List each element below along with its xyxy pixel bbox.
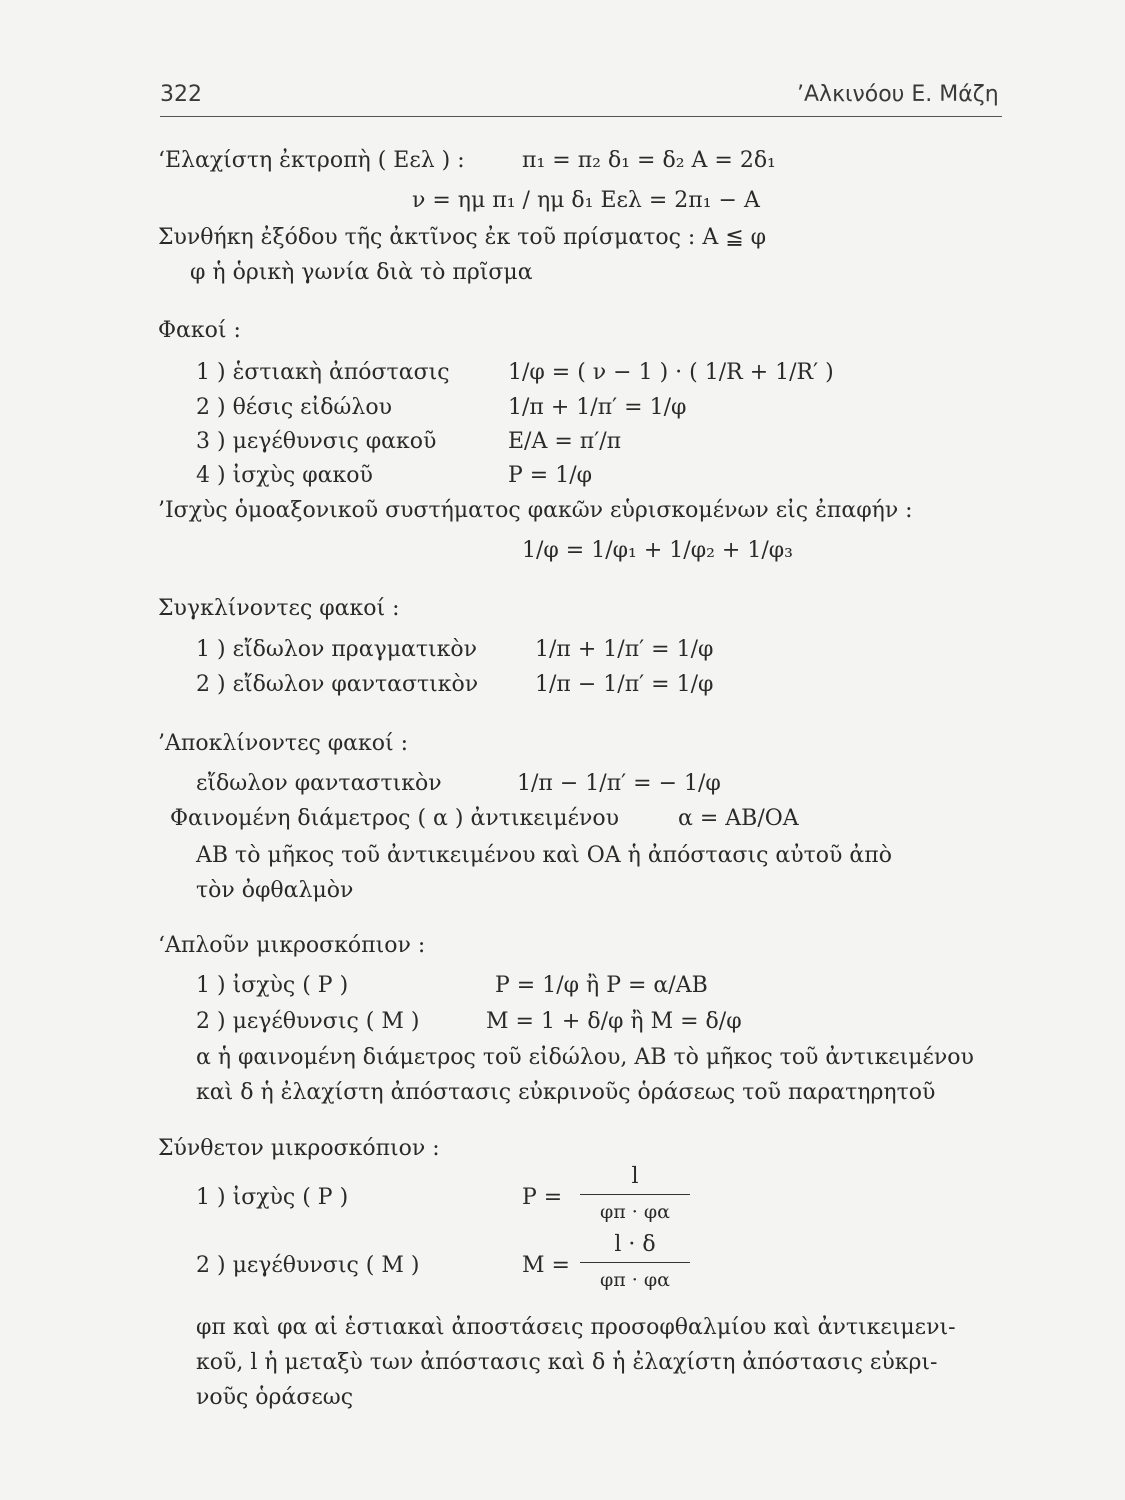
diverging-image-label: εἴδωλον φανταστικὸν: [196, 771, 442, 796]
diverging-image-formula: 1/π − 1/π′ = − 1/φ: [517, 771, 721, 796]
converging-item-label: 1 ) εἴδωλον πραγματικὸν: [196, 637, 478, 662]
index-formula: ν = ημ π₁ / ημ δ₁ Εελ = 2π₁ − Α: [412, 188, 760, 213]
compound-magnification-label: 2 ) μεγέθυνσις ( Μ ): [196, 1253, 420, 1278]
compound-microscope-title: Σύνθετον μικροσκόπιον :: [158, 1136, 440, 1161]
min-deviation-conditions: π₁ = π₂ δ₁ = δ₂ Α = 2δ₁: [522, 148, 776, 173]
compound-power-label: 1 ) ἰσχὺς ( Ρ ): [196, 1185, 349, 1210]
simple-microscope-item-label: 2 ) μεγέθυνσις ( Μ ): [196, 1009, 420, 1034]
simple-microscope-item-formula: Μ = 1 + δ/φ ἢ Μ = δ/φ: [486, 1009, 742, 1034]
diverging-note-line: τὸν ὀφθαλμὸν: [196, 878, 354, 903]
apparent-diameter-label: Φαινομένη διάμετρος ( α ) ἀντικειμένου: [170, 806, 619, 831]
compound-magnification-lhs: Μ =: [522, 1253, 570, 1278]
critical-angle-note: φ ἡ ὁρικὴ γωνία διὰ τὸ πρῖσμα: [190, 260, 533, 285]
simple-microscope-title: ‘Απλοῦν μικροσκόπιον :: [158, 933, 426, 958]
lens-system-label: ’Ισχὺς ὁμοαξονικοῦ συστήματος φακῶν εὑρισκομένων εἰς ἐπαφήν :: [158, 498, 913, 523]
min-deviation-label: ‘Ελαχίστη ἐκτροπὴ ( Εελ ) :: [158, 148, 465, 173]
lens-item-label: 3 ) μεγέθυνσις φακοῦ: [196, 429, 437, 454]
fraction-numerator: l: [631, 1164, 639, 1189]
lens-item-formula: Ρ = 1/φ: [508, 463, 593, 488]
compound-note-line: φπ καὶ φα αἱ ἑστιακαὶ ἀποστάσεις προσοφθαλμίου καὶ ἀντικειμενι-: [196, 1315, 956, 1340]
lens-item-formula: 1/φ = ( ν − 1 ) · ( 1/R + 1/R′ ): [508, 360, 834, 385]
apparent-diameter-formula: α = ΑΒ/ΟΑ: [678, 806, 799, 831]
compound-power-lhs: Ρ =: [522, 1185, 563, 1210]
lens-item-label: 1 ) ἑστιακὴ ἀπόστασις: [196, 360, 450, 385]
compound-note-line: νοῦς ὁράσεως: [196, 1385, 354, 1410]
converging-item-label: 2 ) εἴδωλον φανταστικὸν: [196, 672, 479, 697]
diverging-title: ’Αποκλίνοντες φακοί :: [158, 731, 409, 756]
fraction-denominator: φπ · φα: [599, 1269, 671, 1291]
converging-title: Συγκλίνοντες φακοί :: [158, 596, 400, 621]
fraction-numerator: l · δ: [614, 1232, 656, 1257]
converging-item-formula: 1/π + 1/π′ = 1/φ: [535, 637, 714, 662]
compound-magnification-fraction: [580, 1234, 690, 1290]
header-rule: [160, 116, 1002, 117]
simple-microscope-note-line: α ἡ φαινομένη διάμετρος τοῦ εἰδώλου, ΑΒ τὸ μῆκος τοῦ ἀντικειμένου: [196, 1045, 974, 1070]
simple-microscope-note-line: καὶ δ ἡ ἐλαχίστη ἀπόστασις εὐκρινοῦς ὁράσεως τοῦ παρατηρητοῦ: [196, 1080, 936, 1105]
simple-microscope-item-formula: Ρ = 1/φ ἢ Ρ = α/ΑΒ: [495, 973, 708, 998]
page-number: 322: [160, 82, 202, 107]
lens-item-label: 2 ) θέσις εἰδώλου: [196, 395, 392, 420]
lens-item-formula: 1/π + 1/π′ = 1/φ: [508, 395, 687, 420]
running-title: ’Αλκινόου Ε. Μάζη: [797, 82, 999, 107]
lens-system-formula: 1/φ = 1/φ₁ + 1/φ₂ + 1/φ₃: [522, 538, 793, 563]
fraction-bar: [580, 1194, 690, 1195]
lenses-title: Φακοί :: [158, 318, 241, 343]
converging-item-formula: 1/π − 1/π′ = 1/φ: [535, 672, 714, 697]
diverging-note-line: ΑΒ τὸ μῆκος τοῦ ἀντικειμένου καὶ ΟΑ ἡ ἀπόστασις αὐτοῦ ἀπὸ: [196, 843, 892, 868]
compound-note-line: κοῦ, l ἡ μεταξὺ των ἀπόστασις καὶ δ ἡ ἐλαχίστη ἀπόστασις εὐκρι-: [196, 1350, 938, 1375]
fraction-denominator: φπ · φα: [599, 1201, 671, 1223]
lens-item-label: 4 ) ἰσχὺς φακοῦ: [196, 463, 373, 488]
simple-microscope-item-label: 1 ) ἰσχὺς ( Ρ ): [196, 973, 349, 998]
compound-power-fraction: [580, 1166, 690, 1222]
lens-item-formula: Ε/Α = π′/π: [508, 429, 622, 454]
exit-condition: Συνθήκη ἐξόδου τῆς ἀκτῖνος ἐκ τοῦ πρίσματος : Α ≦ φ: [158, 225, 767, 250]
fraction-bar: [580, 1262, 690, 1263]
